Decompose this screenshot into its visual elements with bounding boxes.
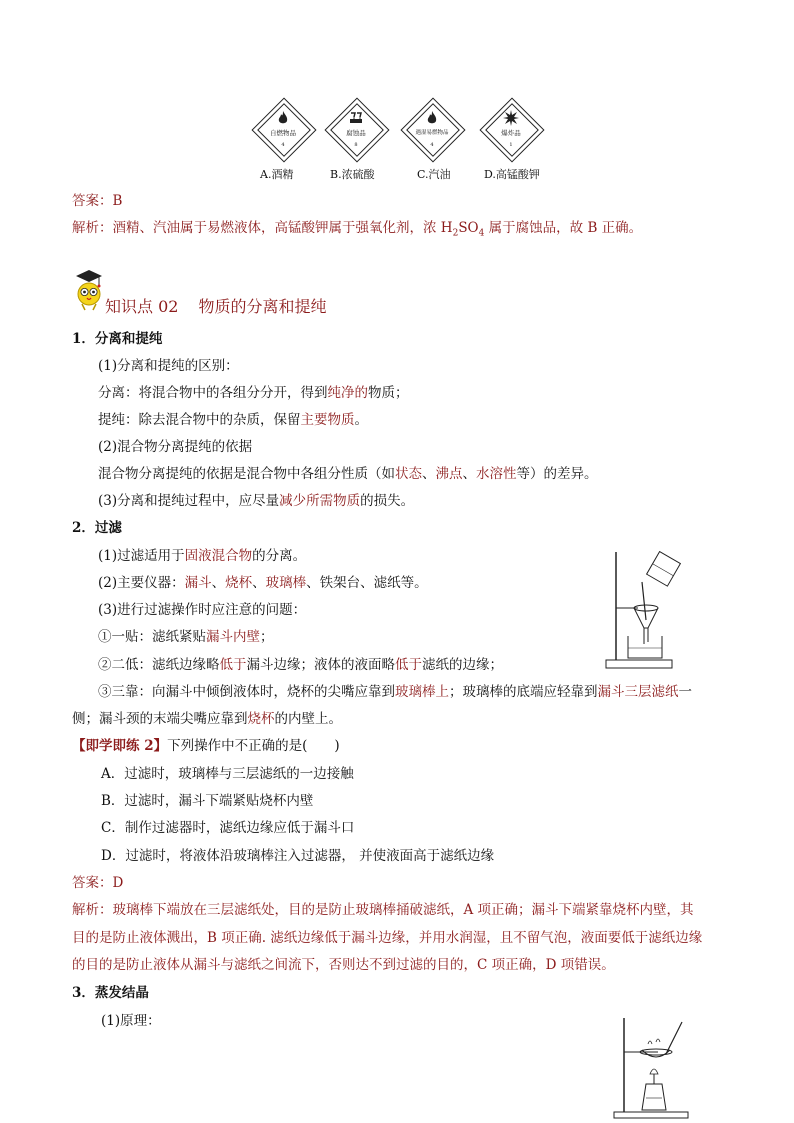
flame-icon	[424, 110, 440, 126]
corrosion-icon	[348, 110, 364, 126]
option-d: D．过滤时，将液体沿玻璃棒注入过滤器， 并使液面高于滤纸边缘	[101, 848, 495, 864]
s2-p4: ①一贴：滤纸紧贴漏斗内壁；	[98, 629, 274, 645]
analysis-2-line-3: 的目的是防止液体从漏斗与滤纸之间流下，否则达不到过滤的目的，C 项正确，D 项错误。	[72, 957, 615, 973]
option-label-d: D.高锰酸钾	[484, 168, 540, 181]
exercise-2-stem: 【即学即练 2】下列操作中不正确的是( )	[72, 738, 340, 754]
heading-evaporation: 3．蒸发结晶	[72, 985, 149, 1001]
s1-p4: (2)混合物分离提纯的依据	[98, 439, 253, 455]
s1-p1: (1)分离和提纯的区别：	[98, 358, 239, 374]
section-heading: 物质的分离和提纯	[198, 297, 327, 316]
s1-p2: 分离：将混合物中的各组分分开，得到纯净的物质；	[98, 385, 409, 401]
option-b: B．过滤时，漏斗下端紧贴烧杯内壁	[101, 793, 314, 809]
evaporation-apparatus-illustration	[610, 1016, 694, 1120]
hazard-sign-c: 遇湿易燃物品 4	[401, 98, 463, 160]
flame-icon	[275, 110, 291, 126]
option-label-b: B.浓硫酸	[330, 168, 375, 181]
option-a: A．过滤时，玻璃棒与三层滤纸的一边接触	[101, 766, 354, 782]
s1-p3: 提纯：除去混合物中的杂质，保留主要物质。	[98, 412, 368, 428]
section-number: 知识点 02	[105, 297, 179, 316]
exercise-tag: 【即学即练 2】	[72, 738, 168, 754]
explosion-icon	[503, 110, 519, 126]
analysis-2-line-2: 目的是防止液体溅出，B 项正确. 滤纸边缘低于漏斗边缘，并用水润湿，且不留气泡，液面要低于滤纸边缘	[72, 930, 703, 946]
hazard-sign-b: 腐蚀品 8	[325, 98, 387, 160]
s2-p1: (1)过滤适用于固液混合物的分离。	[98, 548, 307, 564]
heading-separation: 1．分离和提纯	[72, 331, 163, 347]
option-label-c: C.汽油	[417, 168, 451, 181]
analysis-2-line-1: 解析：玻璃棒下端放在三层滤纸处，目的是防止玻璃棒捅破滤纸，A 项正确；漏斗下端紧靠烧杯内壁，其	[72, 902, 694, 918]
s1-p6: (3)分离和提纯过程中，应尽量减少所需物质的损失。	[98, 493, 415, 509]
analysis-1: 解析：酒精、汽油属于易燃液体，高锰酸钾属于强氧化剂，浓 $H_2SO_4$ 属于腐蚀品，故 B 正确。	[72, 220, 643, 239]
hazard-sign-d: 爆炸品 1	[480, 98, 542, 160]
s2-p5: ②二低：滤纸边缘略低于漏斗边缘；液体的液面略低于滤纸的边缘；	[98, 657, 503, 673]
option-c: C．制作过滤器时，滤纸边缘应低于漏斗口	[101, 820, 355, 836]
option-label-a: A.酒精	[260, 168, 294, 181]
heading-filtration: 2．过滤	[72, 520, 122, 536]
s2-p2: (2)主要仪器：漏斗、烧杯、玻璃棒、铁架台、滤纸等。	[98, 575, 428, 591]
filtration-apparatus-illustration	[598, 548, 694, 672]
answer-1: 答案：B	[72, 193, 123, 209]
s1-p5: 混合物分离提纯的依据是混合物中各组分性质（如状态、沸点、水溶性等）的差异。	[98, 466, 598, 482]
answer-2: 答案：D	[72, 875, 124, 891]
hazard-sign-a: 自燃物品 4	[252, 98, 314, 160]
s2-p3: (3)进行过滤操作时应注意的问题：	[98, 602, 307, 618]
graduate-owl-icon	[72, 268, 106, 312]
s2-p7: 侧；漏斗颈的末端尖嘴应靠到烧杯的内壁上。	[72, 711, 342, 727]
s3-p1: (1)原理：	[101, 1013, 161, 1029]
s2-p6: ③三靠：向漏斗中倾倒液体时，烧杯的尖嘴应靠到玻璃棒上；玻璃棒的底端应轻靠到漏斗三层滤纸一	[98, 684, 692, 700]
